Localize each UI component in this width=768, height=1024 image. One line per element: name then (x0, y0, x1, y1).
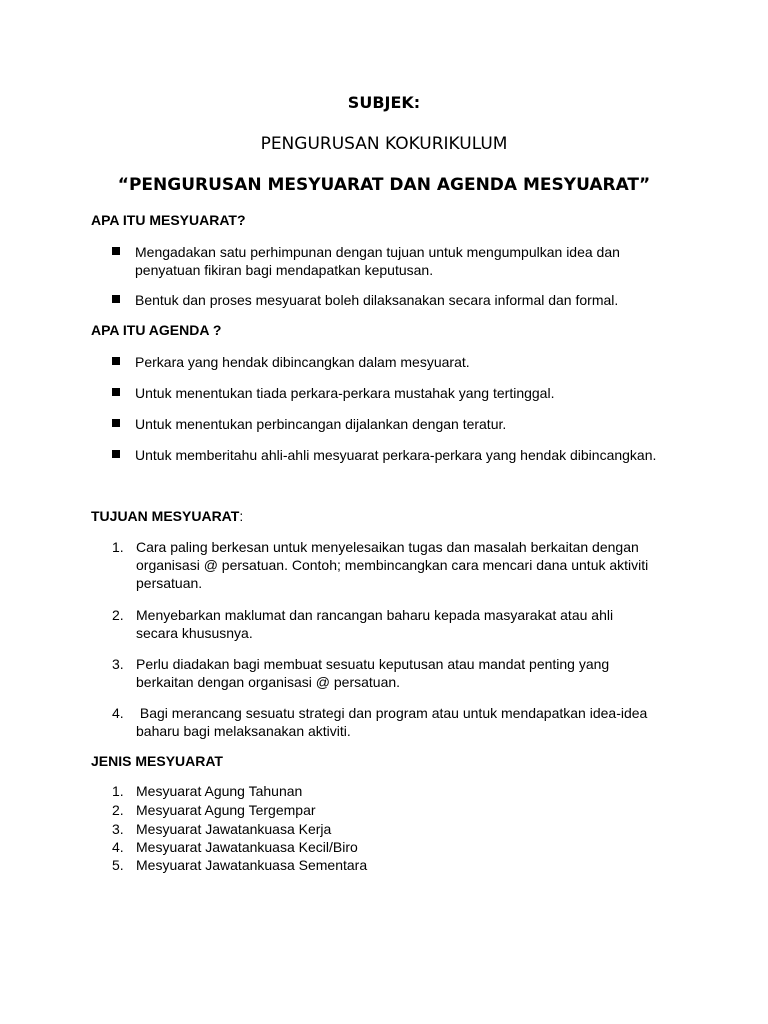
list-item: Perkara yang hendak dibincangkan dalam mesyuarat. (112, 353, 672, 371)
numbered-item: 1. Cara paling berkesan untuk menyelesaikan tugas dan masalah berkaitan dengan organisasi @ persatuan. Contoh; membincangkan cara mencari dana untuk aktiviti persatuan. (112, 539, 649, 591)
numbered-item: 4. Bagi merancang sesuatu strategi dan program atau untuk mendapatkan idea-idea baharu bagi melaksanakan aktiviti. (112, 705, 652, 739)
numbered-item: 4. Mesyuarat Jawatankuasa Kecil/Biro (112, 839, 358, 855)
numbered-item: 5. Mesyuarat Jawatankuasa Sementara (112, 857, 368, 873)
topic-title: “PENGURUSAN MESYUARAT DAN AGENDA MESYUARAT” (117, 175, 651, 195)
numbered-item: 3. Perlu diadakan bagi membuat sesuatu keputusan atau mandat penting yang berkaitan dengan organisasi @ persatuan. (112, 656, 610, 690)
heading-tujuan-mesyuarat: TUJUAN MESYUARAT: (91, 508, 244, 524)
numbered-item: 3. Mesyuarat Jawatankuasa Kerja (112, 821, 332, 837)
heading-apa-itu-mesyuarat: APA ITU MESYUARAT? (91, 212, 246, 228)
square-bullet-icon (112, 295, 120, 303)
list-item: Bentuk dan proses mesyuarat boleh dilaksanakan secara informal dan formal. (112, 291, 672, 309)
square-bullet-icon (112, 357, 120, 365)
list-item: Untuk menentukan tiada perkara-perkara mustahak yang tertinggal. (112, 384, 672, 402)
numbered-item: 2. Mesyuarat Agung Tergempar (112, 802, 316, 818)
course-title: PENGURUSAN KOKURIKULUM (260, 134, 508, 154)
list-item: Untuk menentukan perbincangan dijalankan dengan teratur. (112, 415, 672, 433)
list-item: Untuk memberitahu ahli-ahli mesyuarat perkara-perkara yang hendak dibincangkan. (112, 446, 672, 464)
square-bullet-icon (112, 247, 120, 255)
square-bullet-icon (112, 388, 120, 396)
list-item: Mengadakan satu perhimpunan dengan tujuan untuk mengumpulkan idea dan penyatuan fikiran bagi mendapatkan keputusan. (112, 243, 672, 279)
square-bullet-icon (112, 419, 120, 427)
heading-jenis-mesyuarat: JENIS MESYUARAT (91, 753, 223, 769)
heading-apa-itu-agenda: APA ITU AGENDA ? (91, 322, 222, 338)
numbered-item: 2. Menyebarkan maklumat dan rancangan baharu kepada masyarakat atau ahli secara khususnya. (112, 607, 614, 641)
subject-label: SUBJEK: (347, 93, 421, 112)
square-bullet-icon (112, 450, 120, 458)
numbered-item: 1. Mesyuarat Agung Tahunan (112, 783, 303, 799)
